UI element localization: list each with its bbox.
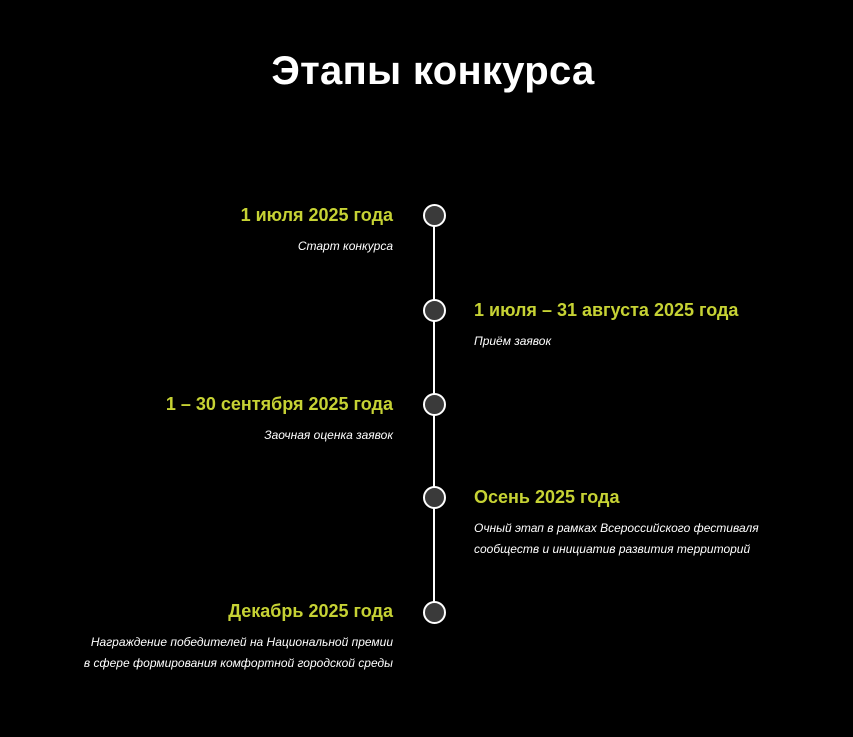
timeline-node-3 (423, 393, 446, 416)
stage-3-description-line-1: Заочная оценка заявок (264, 428, 393, 442)
stage-4-description-line-1: Очный этап в рамках Всероссийского фестиваля (474, 521, 759, 535)
stage-1-date: 1 июля 2025 года (240, 205, 393, 225)
stage-3-date: 1 – 30 сентября 2025 года (165, 394, 393, 414)
stage-3 (166, 392, 393, 446)
stage-5 (84, 599, 393, 674)
stage-5-date: Декабрь 2025 года (228, 601, 393, 621)
stage-1 (241, 203, 393, 257)
timeline-node-5 (423, 601, 446, 624)
stage-5-description (84, 632, 393, 674)
stage-4 (474, 485, 759, 560)
stage-3-description (166, 425, 393, 446)
stage-2 (474, 298, 738, 352)
stage-1-description-line-1: Старт конкурса (297, 239, 393, 253)
timeline-node-2 (423, 299, 446, 322)
stage-4-description (474, 518, 759, 560)
stage-1-description (241, 236, 393, 257)
timeline-node-1 (423, 204, 446, 227)
stage-4-date: Осень 2025 года (474, 487, 620, 507)
timeline-node-4 (423, 486, 446, 509)
stage-2-description (474, 331, 738, 352)
stage-5-description-line-1: Награждение победителей на Национальной премии (90, 635, 393, 649)
stage-2-description-line-1: Приём заявок (474, 334, 552, 348)
page-title: Этапы конкурса (271, 49, 595, 93)
stage-5-description-line-2: в сфере формирования комфортной городской среды (83, 656, 393, 670)
stage-4-description-line-2: сообществ и инициатив развития территорий (474, 542, 751, 556)
stage-2-date: 1 июля – 31 августа 2025 года (474, 300, 739, 320)
